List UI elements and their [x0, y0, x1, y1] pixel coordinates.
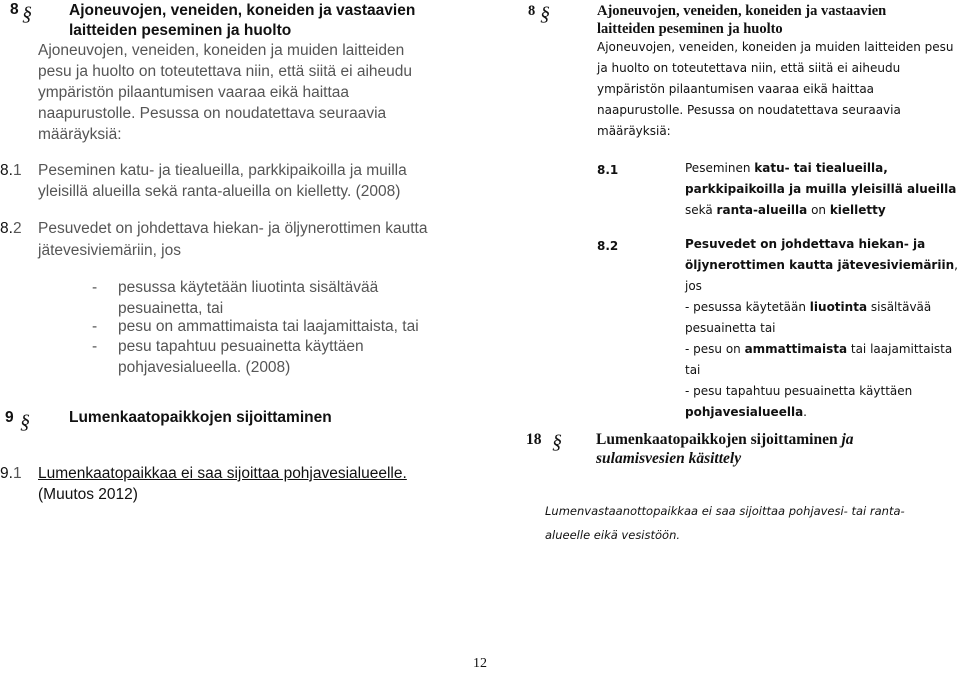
bold-run: ammattimaista [744, 342, 848, 356]
bold-run: katu- tai tiealueilla, [754, 161, 888, 175]
right-item-8-2-number: 8.2 [597, 239, 619, 253]
bullet-line: pesussa käytetään liuotinta sisältävää [118, 279, 379, 296]
number-prefix: 8. [0, 220, 13, 237]
number-suffix: 2 [12, 220, 22, 237]
body-line: määräyksiä: [597, 124, 671, 138]
body-line: Ajoneuvojen, veneiden, koneiden ja muiden laitteiden pesu [597, 40, 954, 54]
bold-run: liuotinta [809, 300, 868, 314]
left-bullet-text: pesu on ammattimaista tai laajamittaista, tai [118, 318, 419, 335]
number-suffix: 1 [12, 465, 22, 482]
left-sec9-title: Lumenkaatopaikkojen sijoittaminen [69, 409, 332, 426]
bold-line: parkkipaikoilla ja muilla yleisillä alueilla [685, 182, 957, 196]
right-lumi-text [545, 499, 905, 547]
right-sec8-section-icon: § [540, 3, 550, 25]
left-sec8-title [69, 1, 415, 41]
text-run: on [807, 203, 830, 217]
left-item-8-2-line1: Pesuvedet on johdettava hiekan- ja öljynerottimen kautta [38, 220, 428, 237]
number-suffix: 1 [12, 162, 22, 179]
bold-line: Pesuvedet on johdettava hiekan- ja [685, 237, 926, 251]
title-line: Ajoneuvojen, veneiden, koneiden ja vastaavien [597, 3, 887, 19]
right-sec18-section-icon: § [552, 431, 562, 453]
text-run: sisältävää [867, 300, 932, 314]
number-prefix: 8. [0, 162, 13, 179]
text-line: tai [685, 363, 701, 377]
text-line [685, 158, 956, 179]
body-line: ympäristön pilaantumisen vaaraa eikä haittaa [38, 84, 350, 101]
left-item-8-2-line2: jätevesiviemäriin, jos [38, 242, 181, 259]
text-line [685, 339, 960, 360]
right-sec8-body [597, 37, 954, 142]
bullet-line: pesuainetta, tai [118, 300, 224, 317]
text-line: - pesu tapahtuu pesuainetta käyttäen [685, 384, 913, 398]
left-sec8-title-line: Ajoneuvojen, veneiden, koneiden ja vastaavien [69, 2, 416, 19]
text-run: , jos [685, 258, 958, 293]
left-bullet-dash: - [92, 279, 98, 296]
text-line: alueelle eikä vesistöön. [545, 528, 681, 542]
bold-run: kielletty [829, 203, 886, 217]
text-run: Peseminen [685, 161, 755, 175]
left-item-8-2-number [0, 218, 22, 239]
body-line: ympäristön pilaantumisen vaaraa eikä haittaa [597, 82, 875, 96]
title-run: Lumenkaatopaikkojen sijoittaminen [596, 431, 838, 448]
body-line: määräyksiä: [38, 126, 122, 143]
underlined-line: Lumenkaatopaikkaa ei saa sijoittaa pohjavesialueelle. [38, 465, 407, 482]
text-line [685, 297, 960, 318]
body-line: ja huolto on toteutettava niin, että siitä ei aiheudu [597, 61, 901, 75]
right-sec8-title [597, 2, 886, 38]
left-bullet-text [118, 277, 378, 319]
bold-run: ranta-alueilla [716, 203, 808, 217]
right-item-8-1-number: 8.1 [597, 163, 619, 177]
left-bullet-dash: - [92, 318, 98, 335]
text-run: . [803, 405, 807, 419]
text-line: pesuainetta tai [685, 321, 776, 335]
left-sec9-section-icon: § [20, 411, 30, 433]
left-sec8-number: 8 [10, 1, 19, 18]
text-line: Peseminen katu- ja tiealueilla, parkkipaikoilla ja muilla [38, 162, 407, 179]
left-item-9-1-number [0, 463, 22, 484]
right-item-8-2-text [685, 234, 960, 423]
left-item-8-1-number [0, 160, 22, 181]
bold-run: pohjavesialueella [685, 405, 804, 419]
right-item-8-1-text [685, 158, 956, 221]
left-sec8-section-icon: § [22, 3, 32, 25]
body-line: naapurustolle. Pesussa on noudatettava seuraavia [597, 103, 901, 117]
left-item-8-1-text [38, 160, 407, 202]
title-line [596, 430, 854, 449]
bullet-line: pesu tapahtuu pesuainetta käyttäen [118, 338, 364, 355]
text-run: - pesussa käytetään [685, 300, 810, 314]
right-sec8-number: 8 [528, 3, 536, 19]
bullet-line: pohjavesialueella. (2008) [118, 359, 291, 376]
left-bullet-dash: - [92, 338, 98, 355]
text-run: tai laajamittaista [847, 342, 953, 356]
left-sec9-number: 9 [5, 409, 14, 426]
text-line: Lumenvastaanottopaikkaa ei saa sijoittaa pohjavesi- tai ranta- [545, 504, 905, 518]
bold-run: öljynerottimen kautta jätevesiviemäriin [685, 258, 955, 272]
left-item-9-1-text [38, 463, 407, 505]
italic-run: ja [837, 431, 854, 448]
left-sec8-title-line: laitteiden peseminen ja huolto [69, 22, 292, 39]
number-prefix: 9. [0, 465, 13, 482]
body-line: naapurustolle. Pesussa on noudatettava seuraavia [38, 105, 387, 122]
text-line [685, 255, 960, 297]
text-line [685, 402, 960, 423]
body-line: Ajoneuvojen, veneiden, koneiden ja muiden laitteiden [38, 42, 405, 59]
body-line: pesu ja huolto on toteutettava niin, että siitä ei aiheudu [38, 63, 412, 80]
right-sec18-number: 18 [526, 431, 542, 448]
right-sec18-title [596, 430, 854, 468]
text-run: - pesu on [685, 342, 745, 356]
text-line [685, 200, 956, 221]
page-number: 12 [473, 656, 487, 671]
italic-line: sulamisvesien käsittely [596, 450, 742, 467]
text-line: yleisillä alueilla sekä ranta-alueilla on kielletty. (2008) [38, 183, 401, 200]
left-bullet-text [118, 336, 364, 378]
text-line: (Muutos 2012) [38, 486, 138, 503]
left-sec8-body [38, 40, 412, 145]
text-run: sekä [685, 203, 717, 217]
title-line: laitteiden peseminen ja huolto [597, 21, 783, 37]
